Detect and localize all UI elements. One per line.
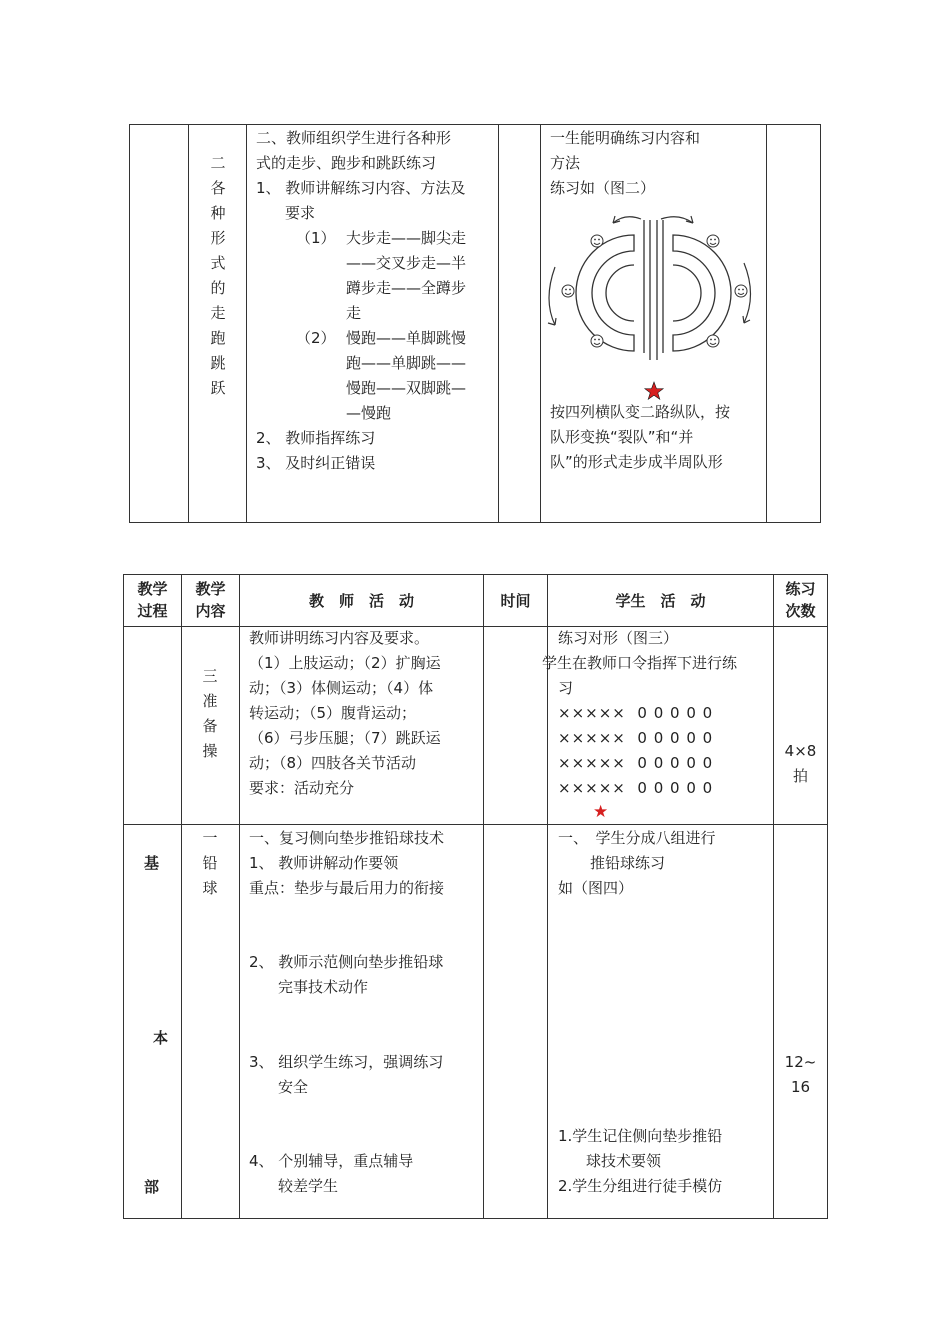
- text-line: 2、 教师指挥练习: [256, 429, 376, 447]
- header-text: 教学: [137, 580, 168, 598]
- text-line: 跑——单脚跳——: [346, 354, 467, 372]
- text-line: 动；（8）四肢各关节活动: [249, 754, 417, 772]
- formation-row: ××××× 0 0 0 0 0: [558, 704, 714, 722]
- section-char: 式: [210, 254, 226, 272]
- content-char: 三: [202, 667, 218, 685]
- right-half-ring: [673, 235, 731, 351]
- text-line: 完事技术动作: [278, 978, 369, 996]
- text-line: 重点：垫步与最后用力的衔接: [249, 879, 445, 897]
- text-line: 大步走——脚尖走: [346, 229, 467, 247]
- text-line: 动；（3）体侧运动；（4）体: [249, 679, 434, 697]
- process-char: 基: [144, 854, 160, 872]
- count-text: 16: [790, 1078, 811, 1096]
- text-line: 二、教师组织学生进行各种形: [256, 129, 452, 147]
- list-marker: （1）: [296, 229, 336, 247]
- header-text: 教学: [195, 580, 226, 598]
- content-char: 准: [202, 692, 218, 710]
- text-line: 蹲步走——全蹲步: [346, 279, 467, 297]
- section-char: 二: [210, 154, 226, 172]
- section-char: 跑: [210, 329, 226, 347]
- text-line: 慢跑——双脚跳—: [346, 379, 467, 397]
- text-line: 2、 教师示范侧向垫步推铅球: [249, 953, 444, 971]
- text-line: 一、 学生分成八组进行: [558, 829, 716, 847]
- header-student: 学生 活 动: [615, 592, 706, 610]
- count-text: 12~: [784, 1053, 817, 1071]
- text-line: 教师讲明练习内容及要求。: [249, 629, 430, 647]
- text-line: 3、 组织学生练习，强调练习: [249, 1053, 444, 1071]
- text-line: 1、 教师讲解练习内容、方法及: [256, 179, 466, 197]
- text-line: 4、 个别辅导，重点辅导: [249, 1152, 414, 1170]
- formation-row: ××××× 0 0 0 0 0: [558, 779, 714, 797]
- text-line: 方法: [550, 154, 581, 172]
- text-line: 习: [558, 679, 574, 697]
- text-line: ——交叉步走—半: [346, 254, 467, 272]
- list-marker: （2）: [296, 329, 336, 347]
- header-text: 内容: [195, 602, 226, 620]
- section-char: 的: [210, 279, 226, 297]
- section-char: 跃: [210, 379, 226, 397]
- formation-row: ××××× 0 0 0 0 0: [558, 729, 714, 747]
- text-line: 推铅球练习: [590, 854, 666, 872]
- count-text: 拍: [792, 767, 808, 785]
- text-line: 1、 教师讲解动作要领: [249, 854, 399, 872]
- text-line: （1）上肢运动；（2）扩胸运: [249, 654, 441, 672]
- section-char: 种: [210, 204, 226, 222]
- text-line: 练习如（图二）: [550, 179, 656, 197]
- text-line: 队”的形式走步成半周队形: [550, 453, 723, 471]
- text-line: 慢跑——单脚跳慢: [346, 329, 467, 347]
- text-line: （6）弓步压腿；（7）跳跃运: [249, 729, 441, 747]
- text-line: 2.学生分组进行徒手模仿: [558, 1177, 723, 1195]
- content-char: 操: [202, 742, 218, 760]
- header-text: 次数: [785, 602, 816, 620]
- content-char: 备: [202, 717, 218, 735]
- text-line: 按四列横队变二路纵队，按: [550, 403, 731, 421]
- text-line: 练习对形（图三）: [558, 629, 679, 647]
- left-side-arrow: [549, 267, 555, 325]
- count-text: 4×8: [784, 742, 817, 760]
- formation-diagram: [541, 205, 766, 400]
- header-text: 练习: [785, 580, 816, 598]
- content-char: 球: [202, 879, 218, 897]
- text-line: 如（图四）: [558, 879, 634, 897]
- header-count: [774, 578, 827, 622]
- left-half-ring: [576, 235, 634, 351]
- header-content: [182, 578, 239, 622]
- text-line: 队形变换“裂队”和“并: [550, 428, 694, 446]
- text-line: 式的走步、跑步和跳跃练习: [256, 154, 437, 172]
- red-star-icon: ★: [593, 802, 609, 822]
- header-time: 时间: [500, 592, 531, 610]
- text-line: 转运动；（5）腹背运动；: [249, 704, 417, 722]
- section-char: 跳: [210, 354, 226, 372]
- content-char: 铅: [202, 854, 218, 872]
- section-char: 各: [210, 179, 226, 197]
- header-teacher: 教 师 活 动: [308, 592, 414, 610]
- text-line: 较差学生: [278, 1177, 339, 1195]
- process-char: 本: [153, 1029, 169, 1047]
- text-line: 一生能明确练习内容和: [550, 129, 701, 147]
- section-char: 走: [210, 304, 226, 322]
- section-char: 形: [210, 229, 226, 247]
- text-line: 学生在教师口令指挥下进行练: [542, 654, 738, 672]
- text-line: 走: [346, 304, 362, 322]
- text-line: 安全: [278, 1078, 309, 1096]
- header-text: 过程: [137, 602, 168, 620]
- header-process: [124, 578, 181, 622]
- text-line: 要求：活动充分: [249, 779, 355, 797]
- formation-row: ××××× 0 0 0 0 0: [558, 754, 714, 772]
- content-char: 一: [202, 829, 218, 847]
- text-line: 3、 及时纠正错误: [256, 454, 376, 472]
- text-line: —慢跑: [346, 404, 392, 422]
- text-line: 要求: [285, 204, 316, 222]
- red-star-icon: [645, 382, 663, 399]
- process-char: 部: [144, 1178, 160, 1196]
- text-line: 一、复习侧向垫步推铅球技术: [249, 829, 445, 847]
- text-line: 1.学生记住侧向垫步推铅: [558, 1127, 723, 1145]
- text-line: 球技术要领: [586, 1152, 662, 1170]
